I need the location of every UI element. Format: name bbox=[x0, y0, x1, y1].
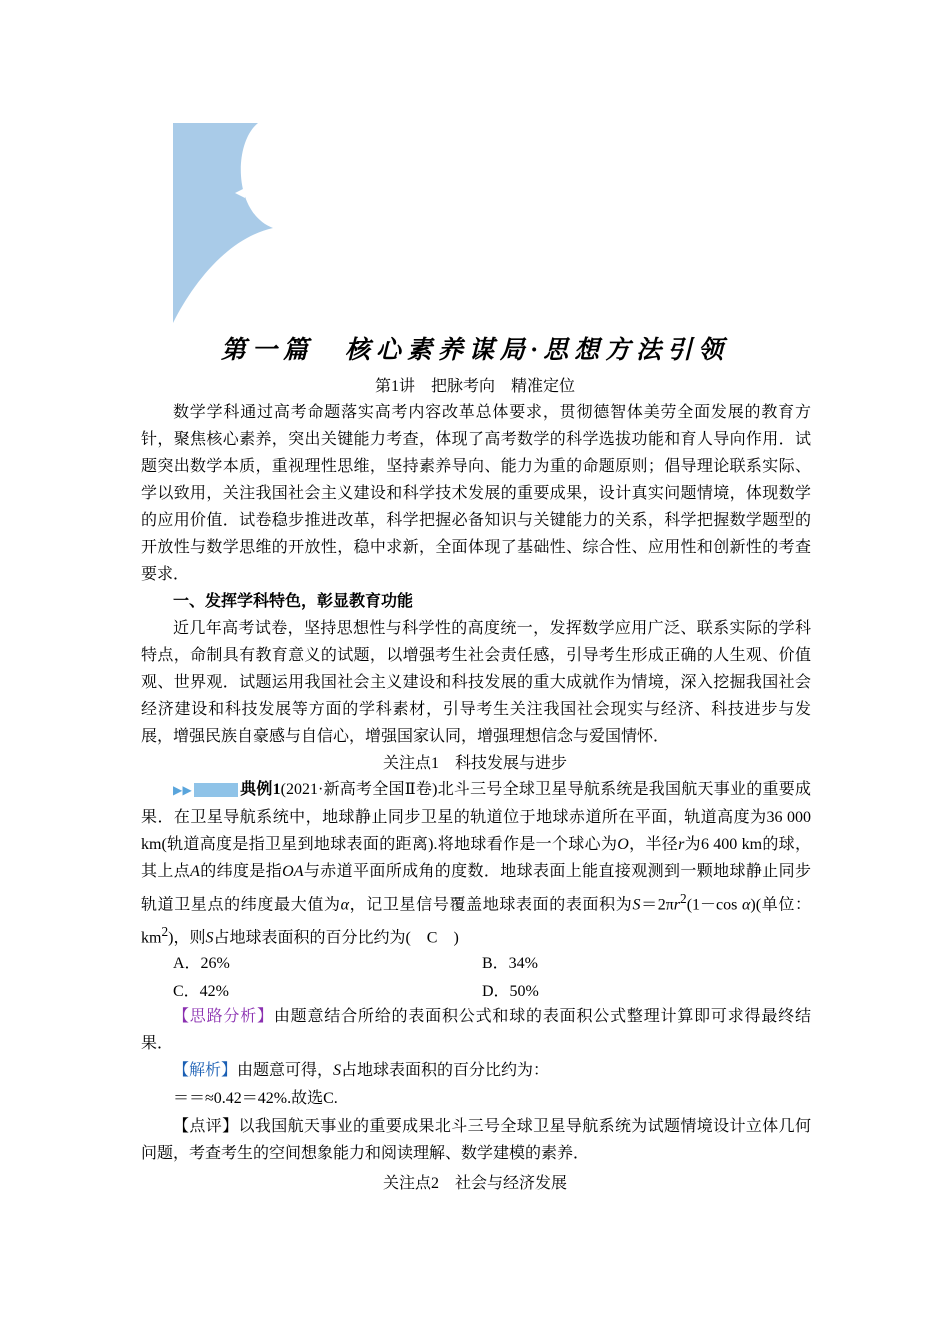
example-badge bbox=[194, 783, 238, 797]
page-title: 第一篇 核心素养谋局·思想方法引领 bbox=[220, 337, 730, 364]
comment-tag: 【点评】 bbox=[173, 1118, 239, 1135]
example-1: ▶▶ 典例1(2021·新高考全国Ⅱ卷)北斗三号全球卫星导航系统是我国航天事业的重要成果．在卫星导航系统中，地球静止同步卫星的轨道位于地球赤道所在平面，轨道高度为36 000 km(轨道高度是指卫星到地球表面的距离).将地球看作是一个球心为O，半径r为6 400 km的球，其上点A的纬度是指OA与赤道平面所成角的度数．地球表面上能直接观测到一颗地球静止同步轨道卫星点的纬度最大值为α，记卫星信号覆盖地球表面的表面积为$S=2\pi r^2(1-\cos$ α)(单位：$km^2$)，则S占地球表面积的百分比约为( C ) bbox=[141, 781, 811, 947]
option-c: C．42% bbox=[173, 983, 230, 1000]
solution-result: ＝＝≈0.42＝42%.故选C. bbox=[173, 1090, 338, 1107]
focus-heading-2: 关注点2 社会与经济发展 bbox=[382, 1175, 567, 1192]
solution-tag: 【解析】 bbox=[173, 1062, 238, 1079]
section1-heading: 一、发挥学科特色，彰显教育功能 bbox=[173, 593, 414, 610]
lecture-title: 第1讲 把脉考向 精准定位 bbox=[374, 378, 575, 395]
section1-body: 近几年高考试卷，坚持思想性与科学性的高度统一，发挥数学应用广泛、联系实际的学科特点，命制具有教育意义的试题，以增强考生社会责任感，引导考生形成正确的人生观、价值观、世界观．试题运用我国社会主义建设和科技发展的重大成就作为情境，深入挖掘我国社会经济建设和科技发展等方面的学科素材，引导考生关注我国社会现实与经济、科技进步与发展，增强民族自豪感与自信心，增强国家认同，增强理想信念与爱国情怀． bbox=[141, 620, 811, 745]
header-decoration bbox=[173, 123, 278, 323]
solution: 【解析】由题意可得，S占地球表面积的百分比约为： bbox=[173, 1062, 550, 1079]
analysis-tag: 【思路分析】 bbox=[173, 1008, 274, 1025]
comment: 【点评】以我国航天事业的重要成果北斗三号全球卫星导航系统为试题情境设计立体几何问题，考查考生的空间想象能力和阅读理解、数学建模的素养． bbox=[141, 1118, 811, 1162]
badge-label: 学案 bbox=[251, 185, 278, 200]
focus-heading-1: 关注点1 科技发展与进步 bbox=[382, 755, 567, 772]
intro-paragraph: 数学学科通过高考命题落实高考内容改革总体要求，贯彻德智体美劳全面发展的教育方针，聚焦核心素养，突出关键能力考查，体现了高考数学的科学选拔功能和育人导向作用．试题突出数学本质，重视理性思维，坚持素养导向、能力为重的命题原则；倡导理论联系实际、学以致用，关注我国社会主义建设和科学技术发展的重要成果，设计真实问题情境，体现数学的应用价值．试卷稳步推进改革，科学把握必备知识与关键能力的关系，科学把握数学题型的开放性与数学思维的开放性，稳中求新，全面体现了基础性、综合性、应用性和创新性的考查要求． bbox=[141, 404, 811, 583]
option-a: A．26% bbox=[173, 955, 230, 972]
analysis: 【思路分析】由题意结合所给的表面积公式和球的表面积公式整理计算即可求得最终结果． bbox=[141, 1008, 811, 1052]
fast-forward-icon: ▶▶ bbox=[173, 783, 192, 797]
option-d: D．50% bbox=[482, 983, 539, 1000]
option-b: B．34% bbox=[482, 955, 539, 972]
